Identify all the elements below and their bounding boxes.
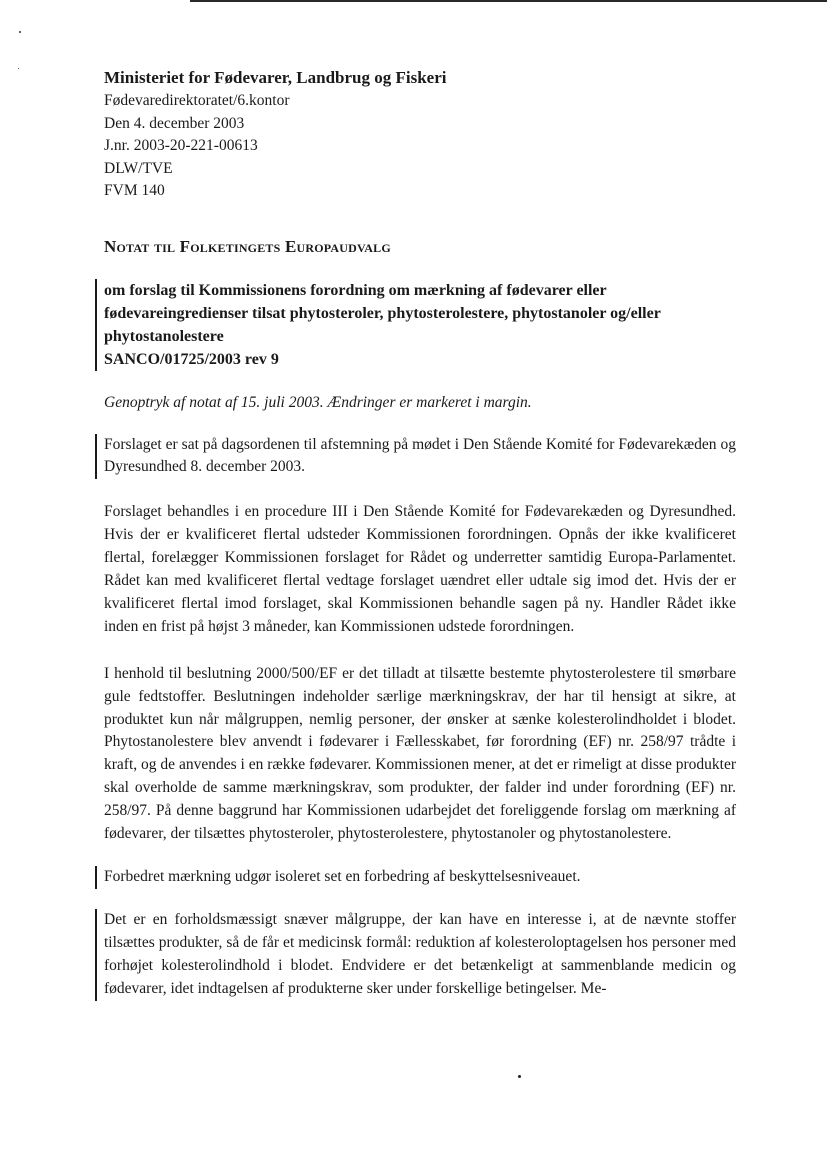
margin-change-bar <box>95 434 97 480</box>
date-line: Den 4. december 2003 <box>104 114 245 132</box>
fvm-number: FVM 140 <box>104 182 165 199</box>
paragraph-text: Forslaget er sat på dagsordenen til afstemning på mødet i Den Stående Komité for Fødevarekæden og Dyresundhed 8. december 2003. <box>104 435 736 476</box>
paragraph-text: Forbedret mærkning udgør isoleret set en forbedring af beskyttelsesniveauet. <box>104 868 581 885</box>
subject-line: om forslag til Kommissionens forordning om mærkning af fødevarer eller fødevareingredienser tilsat phytosteroler, phytosterolestere, phytostanoler og/eller phytostanolestere <box>104 281 661 345</box>
paragraph-background: I henhold til beslutning 2000/500/EF er det tilladt at tilsætte bestemte phytosterolestere til smørbare gule fedtstoffer. Beslutningen indeholder særlige mærkningskrav, der har til hensigt at sikre, at produktet kun når målgruppen, nemlig personer, der ønsker at sænke kolesterolindholdet i blodet. Phytostanolestere blev anvendt i fødevarer i Fællesskabet, før forordning (EF) nr. 258/97 trådte i kraft, og de anvendes i en række fødevarer. Kommissionen mener, at det er rimeligt at disse produkter skal overholde de samme mærkningskrav, som produkter, der falder ind under forordning (EF) nr. 258/97. På denne baggrund har Kommissionen udarbejdet det foreliggende forslag om mærkning af fødevarer, der tilsættes phytosteroler, phytosterolestere, phytostanoler og phytostanolestere. <box>104 664 736 843</box>
reprint-note: Genoptryk af notat af 15. juli 2003. Ændringer er markeret i margin. <box>104 393 532 411</box>
subject-block <box>104 279 736 371</box>
scan-top-rule <box>190 0 827 2</box>
paragraph-protection <box>104 866 736 889</box>
paragraph-agenda <box>104 434 736 480</box>
notat-title: Notat til Folketingets Europaudvalg <box>104 236 391 256</box>
paragraph-text: Det er en forholdsmæssigt snæver målgruppe, der kan have en interesse i, at de nævnte stoffer tilsættes produkter, så de får et medicinsk formål: reduktion af kolesteroloptagelsen hos personer med forhøjet kolesterolindhold i blodet. Endvidere er det betænkeligt at sammenblande medicin og fødevarer, idet indtagelsen af produkterne sker under forskellige betingelser. Me- <box>104 910 736 997</box>
document-page <box>104 66 736 1001</box>
initials-line: DLW/TVE <box>104 159 173 177</box>
paragraph-procedure: Forslaget behandles i en procedure III i Den Stående Komité for Fødevarekæden og Dyresundhed. Hvis der er kvalificeret flertal udsteder Kommissionen forordningen. Opnås der ikke kvalificeret flertal, forelægger Kommissionen forslaget for Rådet og underretter samtidig Europa-Parlamentet. Rådet kan med kvalificeret flertal vedtage forslaget uændret eller udtale sig imod det. Hvis der er kvalificeret flertal imod forslaget, skal Kommissionen behandle sagen på ny. Handler Rådet ikke inden en frist på højst 3 måneder, kan Kommissionen udstede forordningen. <box>104 503 736 635</box>
scan-speck <box>19 31 21 33</box>
margin-change-bar <box>95 279 97 371</box>
ministry-name: Ministeriet for Fødevarer, Landbrug og Fiskeri <box>104 68 447 87</box>
journal-number: J.nr. 2003-20-221-00613 <box>104 137 258 154</box>
subject-reference: SANCO/01725/2003 rev 9 <box>104 350 279 368</box>
office-line: Fødevaredirektoratet/6.kontor <box>104 92 290 109</box>
scan-speck <box>18 68 19 69</box>
margin-change-bar <box>95 909 97 1001</box>
margin-change-bar <box>95 866 97 889</box>
scan-dot <box>518 1075 521 1078</box>
paragraph-target-group <box>104 909 736 1001</box>
